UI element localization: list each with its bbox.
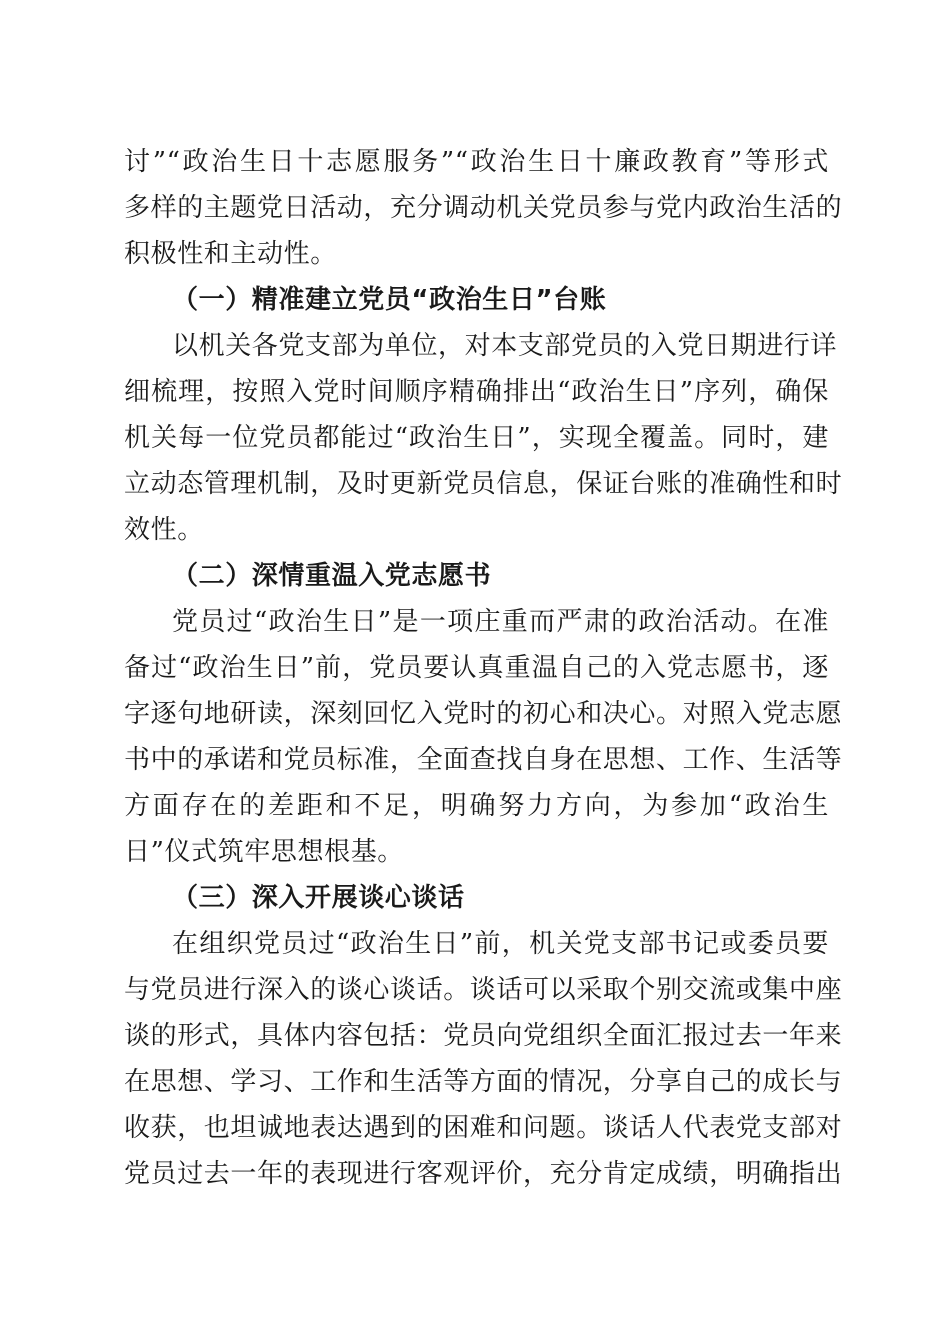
paragraph-line: 细梳理，按照入党时间顺序精确排出“政治生日”序列，确保 <box>124 377 829 407</box>
paragraph-line: 党员过“政治生日”是一项庄重而严肃的政治活动。在准 <box>172 607 829 637</box>
paragraph-line: 备过“政治生日”前，党员要认真重温自己的入党志愿书，逐 <box>124 653 829 683</box>
paragraph-line: 在思想、学习、工作和生活等方面的情况，分享自己的成长与 <box>124 1067 843 1097</box>
section-heading-1: （一）精准建立党员“政治生日”台账 <box>172 285 607 315</box>
paragraph-line: 书中的承诺和党员标准，全面查找自身在思想、工作、生活等 <box>124 745 843 775</box>
paragraph-line: 日”仪式筑牢思想根基。 <box>124 837 404 867</box>
paragraph-line: 以机关各党支部为单位，对本支部党员的入党日期进行详 <box>172 331 838 361</box>
paragraph-line: 谈的形式，具体内容包括：党员向党组织全面汇报过去一年来 <box>124 1021 843 1051</box>
paragraph-line: 字逐句地研读，深刻回忆入党时的初心和决心。对照入党志愿 <box>124 699 843 729</box>
paragraph-line: 讨”“政治生日十志愿服务”“政治生日十廉政教育”等形式 <box>124 147 829 177</box>
paragraph-line: 效性。 <box>124 515 204 545</box>
paragraph-line: 在组织党员过“政治生日”前，机关党支部书记或委员要 <box>172 929 829 959</box>
paragraph-line: 收获，也坦诚地表达遇到的困难和问题。谈话人代表党支部对 <box>124 1113 843 1143</box>
paragraph-line: 与党员进行深入的谈心谈话。谈话可以采取个别交流或集中座 <box>124 975 843 1005</box>
paragraph-line: 方面存在的差距和不足，明确努力方向，为参加“政治生 <box>124 791 829 821</box>
section-heading-2: （二）深情重温入党志愿书 <box>172 561 492 591</box>
paragraph-line: 党员过去一年的表现进行客观评价，充分肯定成绩，明确指出 <box>124 1159 843 1189</box>
paragraph-line: 机关每一位党员都能过“政治生日”，实现全覆盖。同时，建 <box>124 423 829 453</box>
paragraph-line: 积极性和主动性。 <box>124 239 337 269</box>
paragraph-line: 多样的主题党日活动，充分调动机关党员参与党内政治生活的 <box>124 193 843 223</box>
section-heading-3: （三）深入开展谈心谈话 <box>172 883 465 913</box>
paragraph-line: 立动态管理机制，及时更新党员信息，保证台账的准确性和时 <box>124 469 843 499</box>
